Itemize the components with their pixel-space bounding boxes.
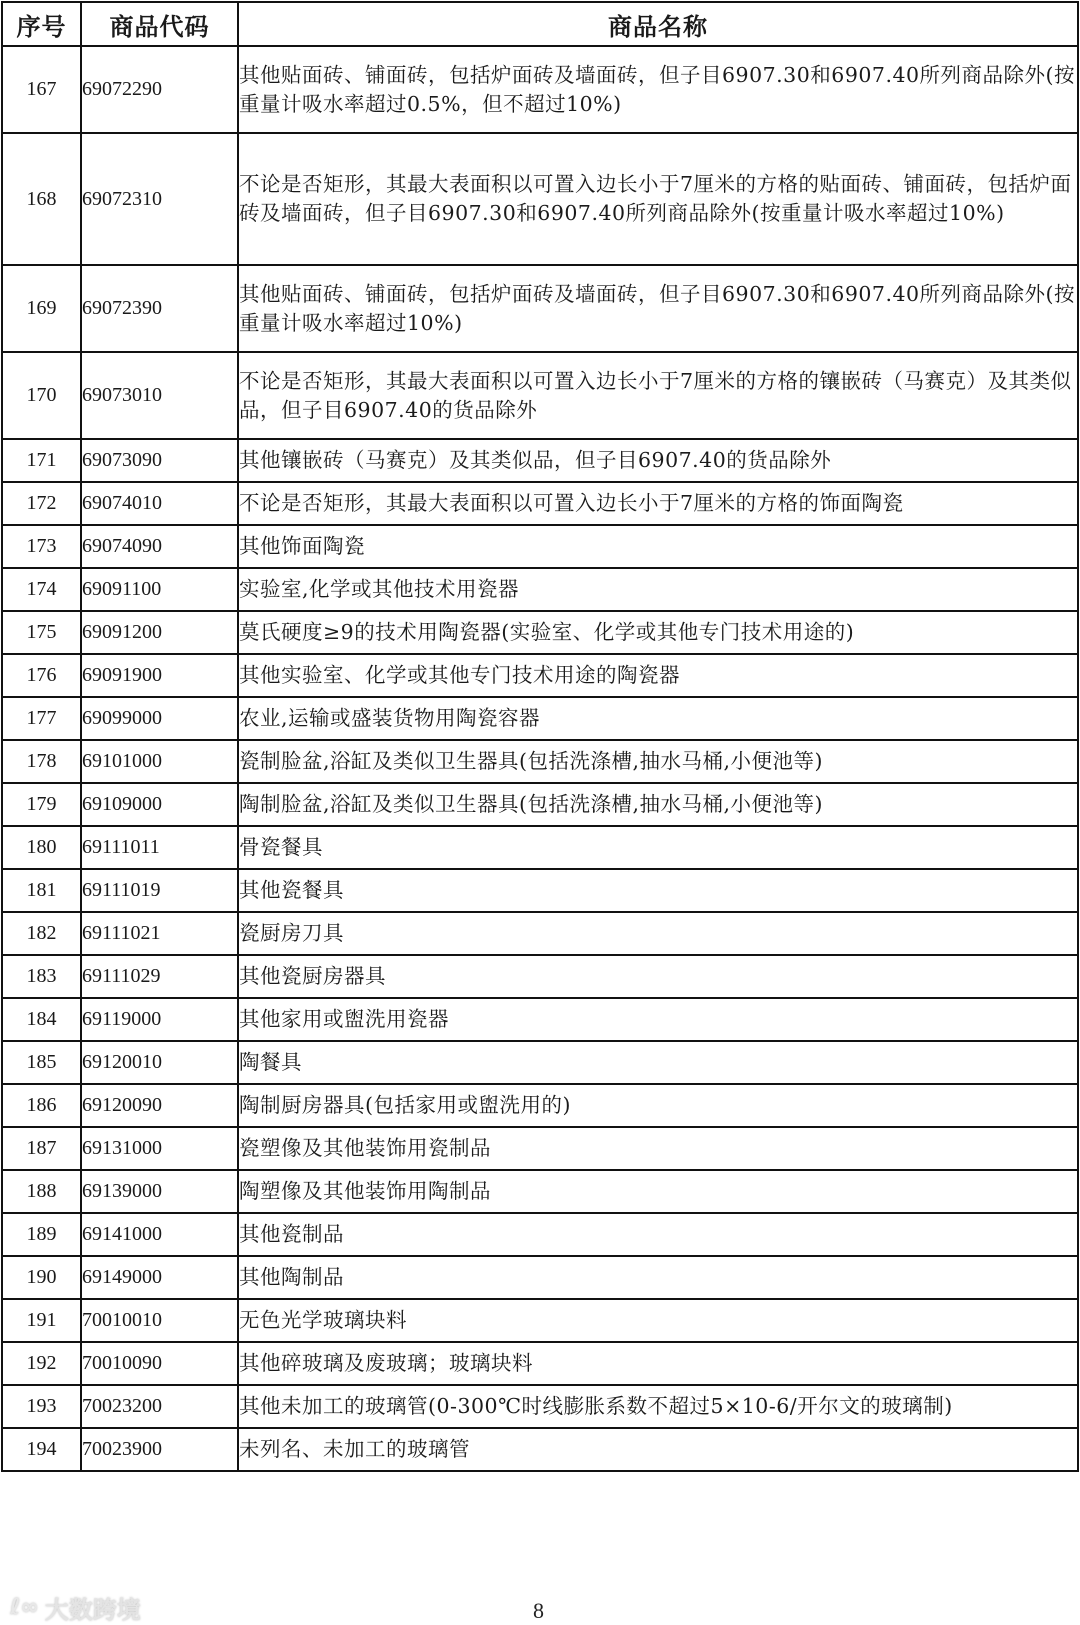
table-row <box>2 912 1078 955</box>
watermark-text: 大数跨境 <box>44 1596 141 1624</box>
cell-goods-code: 69072390 <box>81 265 238 352</box>
cell-goods-name: 其他陶制品 <box>238 1256 1078 1299</box>
cell-goods-name: 实验室,化学或其他技术用瓷器 <box>238 568 1078 611</box>
cell-goods-code: 70010010 <box>81 1299 238 1342</box>
cell-serial-number: 174 <box>2 568 81 611</box>
cell-goods-code: 69091200 <box>81 611 238 654</box>
table-row <box>2 133 1078 265</box>
table-row <box>2 1213 1078 1256</box>
cell-goods-name: 陶制厨房器具(包括家用或盥洗用的) <box>238 1084 1078 1127</box>
cell-goods-code: 69072310 <box>81 133 238 265</box>
cell-goods-name: 陶制脸盆,浴缸及类似卫生器具(包括洗涤槽,抽水马桶,小便池等) <box>238 783 1078 826</box>
cell-goods-name: 骨瓷餐具 <box>238 826 1078 869</box>
cell-goods-code: 69074010 <box>81 482 238 525</box>
cell-goods-name: 其他瓷餐具 <box>238 869 1078 912</box>
cell-goods-code: 69149000 <box>81 1256 238 1299</box>
cell-goods-name: 其他瓷厨房器具 <box>238 955 1078 998</box>
table-row <box>2 697 1078 740</box>
cell-serial-number: 172 <box>2 482 81 525</box>
cell-goods-name: 不论是否矩形，其最大表面积以可置入边长小于7厘米的方格的饰面陶瓷 <box>238 482 1078 525</box>
page-number: 8 <box>533 1598 544 1623</box>
table-row <box>2 1256 1078 1299</box>
cell-goods-code: 69073010 <box>81 352 238 439</box>
table-row <box>2 783 1078 826</box>
table-row <box>2 525 1078 568</box>
cell-goods-code: 69111011 <box>81 826 238 869</box>
cell-goods-name: 其他未加工的玻璃管(0-300℃时线膨胀系数不超过5×10-6/开尔文的玻璃制) <box>238 1385 1078 1428</box>
cell-serial-number: 169 <box>2 265 81 352</box>
table-row <box>2 1299 1078 1342</box>
cell-goods-name: 瓷塑像及其他装饰用瓷制品 <box>238 1127 1078 1170</box>
cell-goods-code: 69139000 <box>81 1170 238 1213</box>
goods-table <box>1 1 1079 1472</box>
cell-serial-number: 186 <box>2 1084 81 1127</box>
table-row <box>2 1385 1078 1428</box>
cell-serial-number: 170 <box>2 352 81 439</box>
cell-serial-number: 183 <box>2 955 81 998</box>
table-header-row <box>2 2 1078 46</box>
cell-serial-number: 184 <box>2 998 81 1041</box>
table-row <box>2 46 1078 133</box>
table-row <box>2 869 1078 912</box>
table-row <box>2 1041 1078 1084</box>
table-row <box>2 265 1078 352</box>
cell-goods-name: 瓷厨房刀具 <box>238 912 1078 955</box>
table-row <box>2 482 1078 525</box>
cell-serial-number: 175 <box>2 611 81 654</box>
cell-goods-code: 69072290 <box>81 46 238 133</box>
cell-serial-number: 176 <box>2 654 81 697</box>
cell-goods-code: 69120010 <box>81 1041 238 1084</box>
cell-serial-number: 187 <box>2 1127 81 1170</box>
cell-goods-name: 其他贴面砖、铺面砖，包括炉面砖及墙面砖，但子目6907.30和6907.40所列商品除外(按重量计吸水率超过0.5%，但不超过10%) <box>238 46 1078 133</box>
cell-goods-name: 其他家用或盥洗用瓷器 <box>238 998 1078 1041</box>
cell-goods-name: 其他瓷制品 <box>238 1213 1078 1256</box>
cell-goods-name: 不论是否矩形，其最大表面积以可置入边长小于7厘米的方格的贴面砖、铺面砖，包括炉面砖及墙面砖，但子目6907.30和6907.40所列商品除外(按重量计吸水率超过10%) <box>238 133 1078 265</box>
table-row <box>2 740 1078 783</box>
cell-goods-code: 70023900 <box>81 1428 238 1471</box>
cell-goods-code: 69120090 <box>81 1084 238 1127</box>
cell-serial-number: 178 <box>2 740 81 783</box>
cell-serial-number: 173 <box>2 525 81 568</box>
cell-goods-code: 69073090 <box>81 439 238 482</box>
cell-serial-number: 190 <box>2 1256 81 1299</box>
cell-serial-number: 177 <box>2 697 81 740</box>
cell-goods-name: 陶餐具 <box>238 1041 1078 1084</box>
cell-goods-name: 其他饰面陶瓷 <box>238 525 1078 568</box>
table-row <box>2 1084 1078 1127</box>
cell-serial-number: 179 <box>2 783 81 826</box>
cell-goods-code: 69141000 <box>81 1213 238 1256</box>
cell-goods-name: 不论是否矩形，其最大表面积以可置入边长小于7厘米的方格的镶嵌砖（马赛克）及其类似品，但子目6907.40的货品除外 <box>238 352 1078 439</box>
cell-serial-number: 185 <box>2 1041 81 1084</box>
cell-serial-number: 188 <box>2 1170 81 1213</box>
table-row <box>2 568 1078 611</box>
cell-goods-code: 69091900 <box>81 654 238 697</box>
cell-goods-code: 69111029 <box>81 955 238 998</box>
cell-goods-code: 69091100 <box>81 568 238 611</box>
cell-goods-name: 无色光学玻璃块料 <box>238 1299 1078 1342</box>
cell-serial-number: 194 <box>2 1428 81 1471</box>
table-row <box>2 352 1078 439</box>
cell-goods-name: 其他贴面砖、铺面砖，包括炉面砖及墙面砖，但子目6907.30和6907.40所列商品除外(按重量计吸水率超过10%) <box>238 265 1078 352</box>
header-serial-number: 序号 <box>2 2 81 46</box>
cell-goods-name: 其他镶嵌砖（马赛克）及其类似品，但子目6907.40的货品除外 <box>238 439 1078 482</box>
header-goods-code: 商品代码 <box>81 2 238 46</box>
cell-goods-code: 70023200 <box>81 1385 238 1428</box>
cell-goods-code: 70010090 <box>81 1342 238 1385</box>
cell-serial-number: 182 <box>2 912 81 955</box>
cell-serial-number: 167 <box>2 46 81 133</box>
cell-serial-number: 168 <box>2 133 81 265</box>
cell-goods-name: 莫氏硬度≥9的技术用陶瓷器(实验室、化学或其他专门技术用途的) <box>238 611 1078 654</box>
table-row <box>2 826 1078 869</box>
cell-goods-code: 69109000 <box>81 783 238 826</box>
table-row <box>2 1342 1078 1385</box>
cell-serial-number: 193 <box>2 1385 81 1428</box>
cell-goods-code: 69111019 <box>81 869 238 912</box>
cell-serial-number: 180 <box>2 826 81 869</box>
cell-serial-number: 181 <box>2 869 81 912</box>
cell-goods-code: 69101000 <box>81 740 238 783</box>
cell-goods-code: 69111021 <box>81 912 238 955</box>
cell-goods-code: 69074090 <box>81 525 238 568</box>
table-row <box>2 1170 1078 1213</box>
cell-goods-code: 69131000 <box>81 1127 238 1170</box>
table-row <box>2 955 1078 998</box>
watermark <box>10 1590 141 1625</box>
cell-goods-name: 瓷制脸盆,浴缸及类似卫生器具(包括洗涤槽,抽水马桶,小便池等) <box>238 740 1078 783</box>
watermark-logo-icon: ℓ∞ <box>10 1595 39 1620</box>
table-row <box>2 1428 1078 1471</box>
table-row <box>2 1127 1078 1170</box>
cell-goods-code: 69119000 <box>81 998 238 1041</box>
cell-goods-name: 其他实验室、化学或其他专门技术用途的陶瓷器 <box>238 654 1078 697</box>
cell-goods-code: 69099000 <box>81 697 238 740</box>
cell-goods-name: 未列名、未加工的玻璃管 <box>238 1428 1078 1471</box>
table-row <box>2 439 1078 482</box>
table-row <box>2 998 1078 1041</box>
cell-goods-name: 农业,运输或盛装货物用陶瓷容器 <box>238 697 1078 740</box>
cell-serial-number: 191 <box>2 1299 81 1342</box>
table-row <box>2 654 1078 697</box>
cell-serial-number: 171 <box>2 439 81 482</box>
cell-goods-name: 陶塑像及其他装饰用陶制品 <box>238 1170 1078 1213</box>
table-row <box>2 611 1078 654</box>
cell-serial-number: 192 <box>2 1342 81 1385</box>
cell-serial-number: 189 <box>2 1213 81 1256</box>
cell-goods-name: 其他碎玻璃及废玻璃；玻璃块料 <box>238 1342 1078 1385</box>
header-goods-name: 商品名称 <box>238 2 1078 46</box>
